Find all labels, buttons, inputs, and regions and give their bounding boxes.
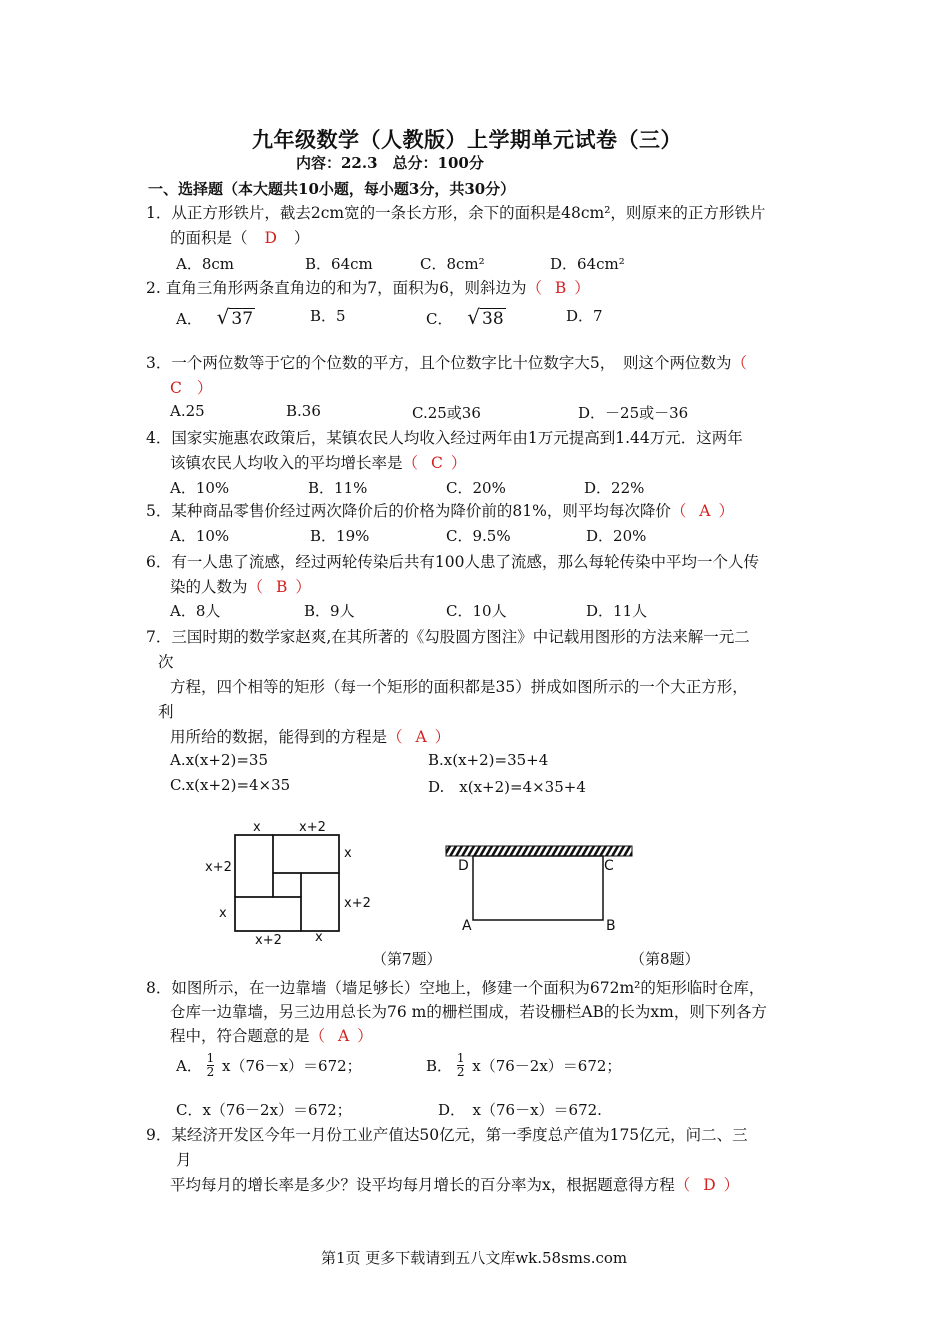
q8-option-a: A． $\frac{1}{2}$ x（76－x）＝672； (176, 1051, 362, 1079)
q5-option-b: B．19% (310, 527, 370, 545)
fig8-label-c: C (604, 858, 614, 874)
question-1-line2: 的面积是（ D ） (170, 229, 310, 247)
q1-option-d: D．64cm² (550, 255, 625, 273)
q7-option-c: C.x(x+2)=4×35 (170, 776, 291, 794)
fig7-outer-square (235, 835, 339, 931)
fig8-label-b: B (606, 918, 616, 934)
section-heading: 一、选择题（本大题共10小题，每小题3分，共30分） (148, 180, 516, 198)
question-8-line3: 程中，符合题意的是（ A ） (170, 1027, 373, 1045)
fig7-rect-top (273, 835, 339, 873)
q3-option-b: B.36 (286, 402, 321, 420)
fig7-label: x (253, 820, 261, 835)
question-9-line1: 9．某经济开发区今年一月份工业产值达50亿元，第一季度总产值为175亿元，问二、三 (146, 1126, 748, 1144)
question-6-line1: 6．有一人患了流感，经过两轮传染后共有100人患了流感，那么每轮传染中平均一个人传 (146, 553, 759, 571)
q4-option-b: B．11% (308, 479, 368, 497)
q8-option-c: C．x（76－2x）＝672； (176, 1101, 352, 1119)
fig7-label: x (315, 930, 323, 945)
question-9-answer: D (703, 1176, 716, 1194)
question-4-line2: 该镇农民人均收入的平均增长率是（ C ） (170, 454, 467, 472)
question-3-line2: C ） (170, 379, 213, 397)
question-7-line2: 次 (158, 653, 174, 671)
q8-option-d: D． x（76－x）＝672. (438, 1101, 602, 1119)
q5-option-d: D．20% (586, 527, 647, 545)
q5-option-c: C．9.5% (446, 527, 511, 545)
q2-option-b: B．5 (310, 307, 346, 325)
wall-hatch (446, 846, 632, 856)
question-7-line1: 7．三国时期的数学家赵爽,在其所著的《勾股圆方图注》中记载用图形的方法来解一元二 (146, 628, 750, 646)
fig7-label: x (344, 846, 352, 861)
question-5-line1: 5．某种商品零售价经过两次降价后的价格为降价前的81%，则平均每次降价（ A ） (146, 502, 734, 520)
question-4-line1: 4．国家实施惠农政策后，某镇农民人均收入经过两年由1万元提高到1.44万元．这两年 (146, 429, 743, 447)
question-5-answer: A (699, 502, 711, 520)
question-7-line4: 利 (158, 703, 174, 721)
question-9-line3: 平均每月的增长率是多少？设平均每月增长的百分率为x，根据题意得方程（ D ） (170, 1176, 740, 1194)
q3-option-d: D．－25或－36 (578, 404, 689, 422)
q6-option-d: D．11人 (586, 602, 648, 620)
q1-option-c: C．8cm² (420, 255, 485, 273)
question-4-answer: C (430, 454, 443, 472)
question-3-line1: 3．一个两位数等于它的个位数的平方，且个位数字比十位数字大5， 则这个两位数为（ (146, 354, 747, 372)
fig7-center-square (273, 873, 301, 897)
fig8-label-d: D (458, 858, 469, 874)
q2-option-a-radicand: 37 (231, 309, 254, 329)
figure-8-diagram (440, 840, 640, 935)
question-2-answer: B (554, 279, 567, 297)
question-1-line1: 1．从正方形铁片，截去2cm宽的一条长方形，余下的面积是48cm²，则原来的正方形铁片 (146, 204, 766, 222)
q2-option-c: C． √ 38 (426, 305, 504, 329)
q2-option-c-radicand: 38 (482, 309, 504, 329)
figure-8-caption: （第8题） (630, 950, 700, 968)
q4-option-d: D．22% (584, 479, 645, 497)
question-1-answer: D (264, 229, 277, 247)
question-8-line2: 仓库一边靠墙，另三边用总长为76 m的栅栏围成，若设栅栏AB的长为xm，则下列各方 (170, 1003, 767, 1021)
q4-option-c: C．20% (446, 479, 506, 497)
fig7-label: x+2 (344, 896, 371, 911)
figure-7-caption: （第7题） (372, 950, 442, 968)
fig7-label: x (219, 906, 227, 921)
q7-option-a: A.x(x+2)=35 (170, 751, 268, 769)
fig7-label: x+2 (299, 820, 326, 835)
question-7-answer: A (415, 728, 427, 746)
q8-option-b: B． $\frac{1}{2}$ x（76－2x）＝672； (426, 1051, 622, 1079)
page-title: 九年级数学（人教版）上学期单元试卷（三） (252, 127, 682, 152)
q6-option-b: B．9人 (304, 602, 355, 620)
question-8-answer: A (337, 1027, 350, 1045)
question-6-answer: B (275, 578, 288, 596)
question-3-answer: C (170, 379, 182, 397)
q6-option-a: A．8人 (170, 602, 221, 620)
fig7-rect-bottom (235, 897, 301, 931)
fig7-label: x+2 (255, 933, 282, 948)
q8-option-a-fraction: $\frac{1}{2}$ (206, 1051, 215, 1079)
fig7-rect-right (301, 873, 339, 931)
q1-option-b: B．64cm (305, 255, 373, 273)
question-7-line5: 用所给的数据，能得到的方程是（ A ） (170, 728, 451, 746)
q3-option-c: C.25或36 (412, 404, 481, 422)
q1-option-a: A．8cm (176, 255, 235, 273)
page-footer: 第1页 更多下载请到五八文库wk.58sms.com (321, 1249, 628, 1267)
q8-option-b-fraction: $\frac{1}{2}$ (456, 1051, 465, 1079)
fig7-label: x+2 (205, 860, 232, 875)
q7-option-b: B.x(x+2)=35+4 (428, 751, 549, 769)
q3-option-a: A.25 (170, 402, 205, 420)
q6-option-c: C．10人 (446, 602, 507, 620)
warehouse-rect (473, 856, 603, 920)
question-8-line1: 8．如图所示，在一边靠墙（墙足够长）空地上，修建一个面积为672m²的矩形临时仓库， (146, 979, 765, 997)
fig8-label-a: A (462, 918, 472, 934)
question-6-line2: 染的人数为（ B ） (170, 578, 311, 596)
q5-option-a: A．10% (170, 527, 230, 545)
q7-option-d: D. x(x+2)=4×35+4 (428, 778, 586, 796)
fig7-rect-left (235, 835, 273, 897)
exam-meta: 内容：22.3 总分：100分 (296, 154, 484, 172)
question-7-line3: 方程，四个相等的矩形（每一个矩形的面积都是35）拼成如图所示的一个大正方形， (170, 678, 748, 696)
question-9-line2: 月 (176, 1151, 192, 1169)
q4-option-a: A．10% (170, 479, 230, 497)
q2-option-a: A． √ 37 (176, 305, 254, 329)
question-2: 2. 直角三角形两条直角边的和为7，面积为6，则斜边为（ B ） (146, 279, 590, 297)
q2-option-d: D．7 (566, 307, 603, 325)
figure-7-diagram (195, 815, 395, 950)
